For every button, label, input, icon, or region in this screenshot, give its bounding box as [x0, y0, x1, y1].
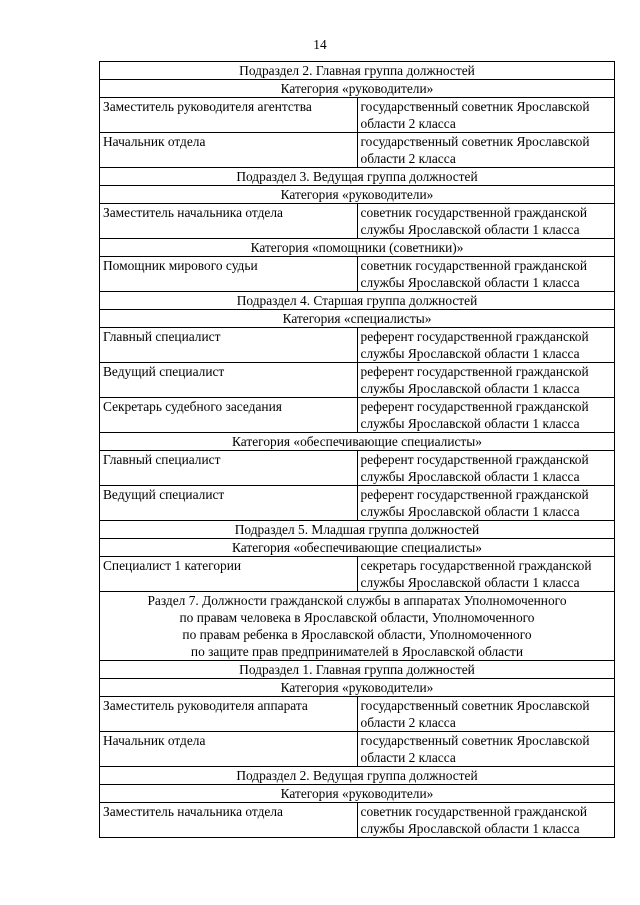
position-cell: Заместитель начальника отдела	[100, 803, 358, 838]
heading-row	[100, 292, 615, 310]
heading-cell: Подраздел 5. Младшая группа должностей	[100, 521, 615, 539]
heading-row	[100, 186, 615, 204]
heading-cell: Категория «обеспечивающие специалисты»	[100, 433, 615, 451]
heading-cell: Категория «руководители»	[100, 785, 615, 803]
position-cell: Помощник мирового судьи	[100, 257, 358, 292]
class-rank-cell: референт государственной гражданской службы Ярославской области 1 класса	[357, 486, 615, 521]
class-rank-cell: референт государственной гражданской службы Ярославской области 1 класса	[357, 363, 615, 398]
heading-row	[100, 539, 615, 557]
position-row	[100, 328, 615, 363]
positions-table-body	[100, 62, 615, 838]
position-row	[100, 486, 615, 521]
position-cell: Начальник отдела	[100, 133, 358, 168]
heading-cell: Подраздел 3. Ведущая группа должностей	[100, 168, 615, 186]
heading-row	[100, 62, 615, 80]
heading-cell: Подраздел 2. Главная группа должностей	[100, 62, 615, 80]
heading-row	[100, 433, 615, 451]
heading-cell: Категория «руководители»	[100, 80, 615, 98]
class-rank-cell: референт государственной гражданской службы Ярославской области 1 класса	[357, 451, 615, 486]
heading-cell: Категория «руководители»	[100, 186, 615, 204]
class-rank-cell: государственный советник Ярославской области 2 класса	[357, 133, 615, 168]
position-row	[100, 98, 615, 133]
position-row	[100, 398, 615, 433]
heading-row	[100, 239, 615, 257]
section-heading-cell	[100, 592, 615, 661]
position-row	[100, 803, 615, 838]
heading-cell: Категория «специалисты»	[100, 310, 615, 328]
position-cell: Ведущий специалист	[100, 486, 358, 521]
position-cell: Главный специалист	[100, 328, 358, 363]
position-row	[100, 697, 615, 732]
position-cell: Заместитель руководителя аппарата	[100, 697, 358, 732]
position-row	[100, 732, 615, 767]
section-heading-line: по правам ребенка в Ярославской области, Уполномоченного	[182, 627, 532, 642]
positions-table	[99, 61, 615, 838]
class-rank-cell: советник государственной гражданской службы Ярославской области 1 класса	[357, 803, 615, 838]
heading-row	[100, 785, 615, 803]
position-cell: Секретарь судебного заседания	[100, 398, 358, 433]
heading-cell: Подраздел 4. Старшая группа должностей	[100, 292, 615, 310]
heading-row	[100, 767, 615, 785]
heading-cell: Категория «руководители»	[100, 679, 615, 697]
class-rank-cell: референт государственной гражданской службы Ярославской области 1 класса	[357, 398, 615, 433]
page-number: 14	[313, 37, 327, 52]
position-row	[100, 451, 615, 486]
position-row	[100, 133, 615, 168]
class-rank-cell: государственный советник Ярославской области 2 класса	[357, 98, 615, 133]
heading-cell: Категория «обеспечивающие специалисты»	[100, 539, 615, 557]
heading-row	[100, 679, 615, 697]
class-rank-cell: государственный советник Ярославской области 2 класса	[357, 732, 615, 767]
class-rank-cell: советник государственной гражданской службы Ярославской области 1 класса	[357, 204, 615, 239]
section-heading-line: по правам человека в Ярославской области, Уполномоченного	[179, 610, 535, 625]
class-rank-cell: государственный советник Ярославской области 2 класса	[357, 697, 615, 732]
heading-row	[100, 521, 615, 539]
heading-row	[100, 310, 615, 328]
class-rank-cell: секретарь государственной гражданской службы Ярославской области 1 класса	[357, 557, 615, 592]
heading-row	[100, 168, 615, 186]
position-cell: Специалист 1 категории	[100, 557, 358, 592]
position-cell: Заместитель начальника отдела	[100, 204, 358, 239]
heading-cell: Подраздел 1. Главная группа должностей	[100, 661, 615, 679]
section-heading-line: Раздел 7. Должности гражданской службы в аппаратах Уполномоченного	[147, 593, 567, 608]
section-heading-line: по защите прав предпринимателей в Ярославской области	[190, 644, 524, 659]
heading-cell: Подраздел 2. Ведущая группа должностей	[100, 767, 615, 785]
position-cell: Ведущий специалист	[100, 363, 358, 398]
position-cell: Главный специалист	[100, 451, 358, 486]
heading-row	[100, 661, 615, 679]
position-row	[100, 557, 615, 592]
position-cell: Заместитель руководителя агентства	[100, 98, 358, 133]
position-cell: Начальник отдела	[100, 732, 358, 767]
class-rank-cell: советник государственной гражданской службы Ярославской области 1 класса	[357, 257, 615, 292]
section-row	[100, 592, 615, 661]
position-row	[100, 257, 615, 292]
position-row	[100, 204, 615, 239]
heading-cell: Категория «помощники (советники)»	[100, 239, 615, 257]
heading-row	[100, 80, 615, 98]
class-rank-cell: референт государственной гражданской службы Ярославской области 1 класса	[357, 328, 615, 363]
position-row	[100, 363, 615, 398]
